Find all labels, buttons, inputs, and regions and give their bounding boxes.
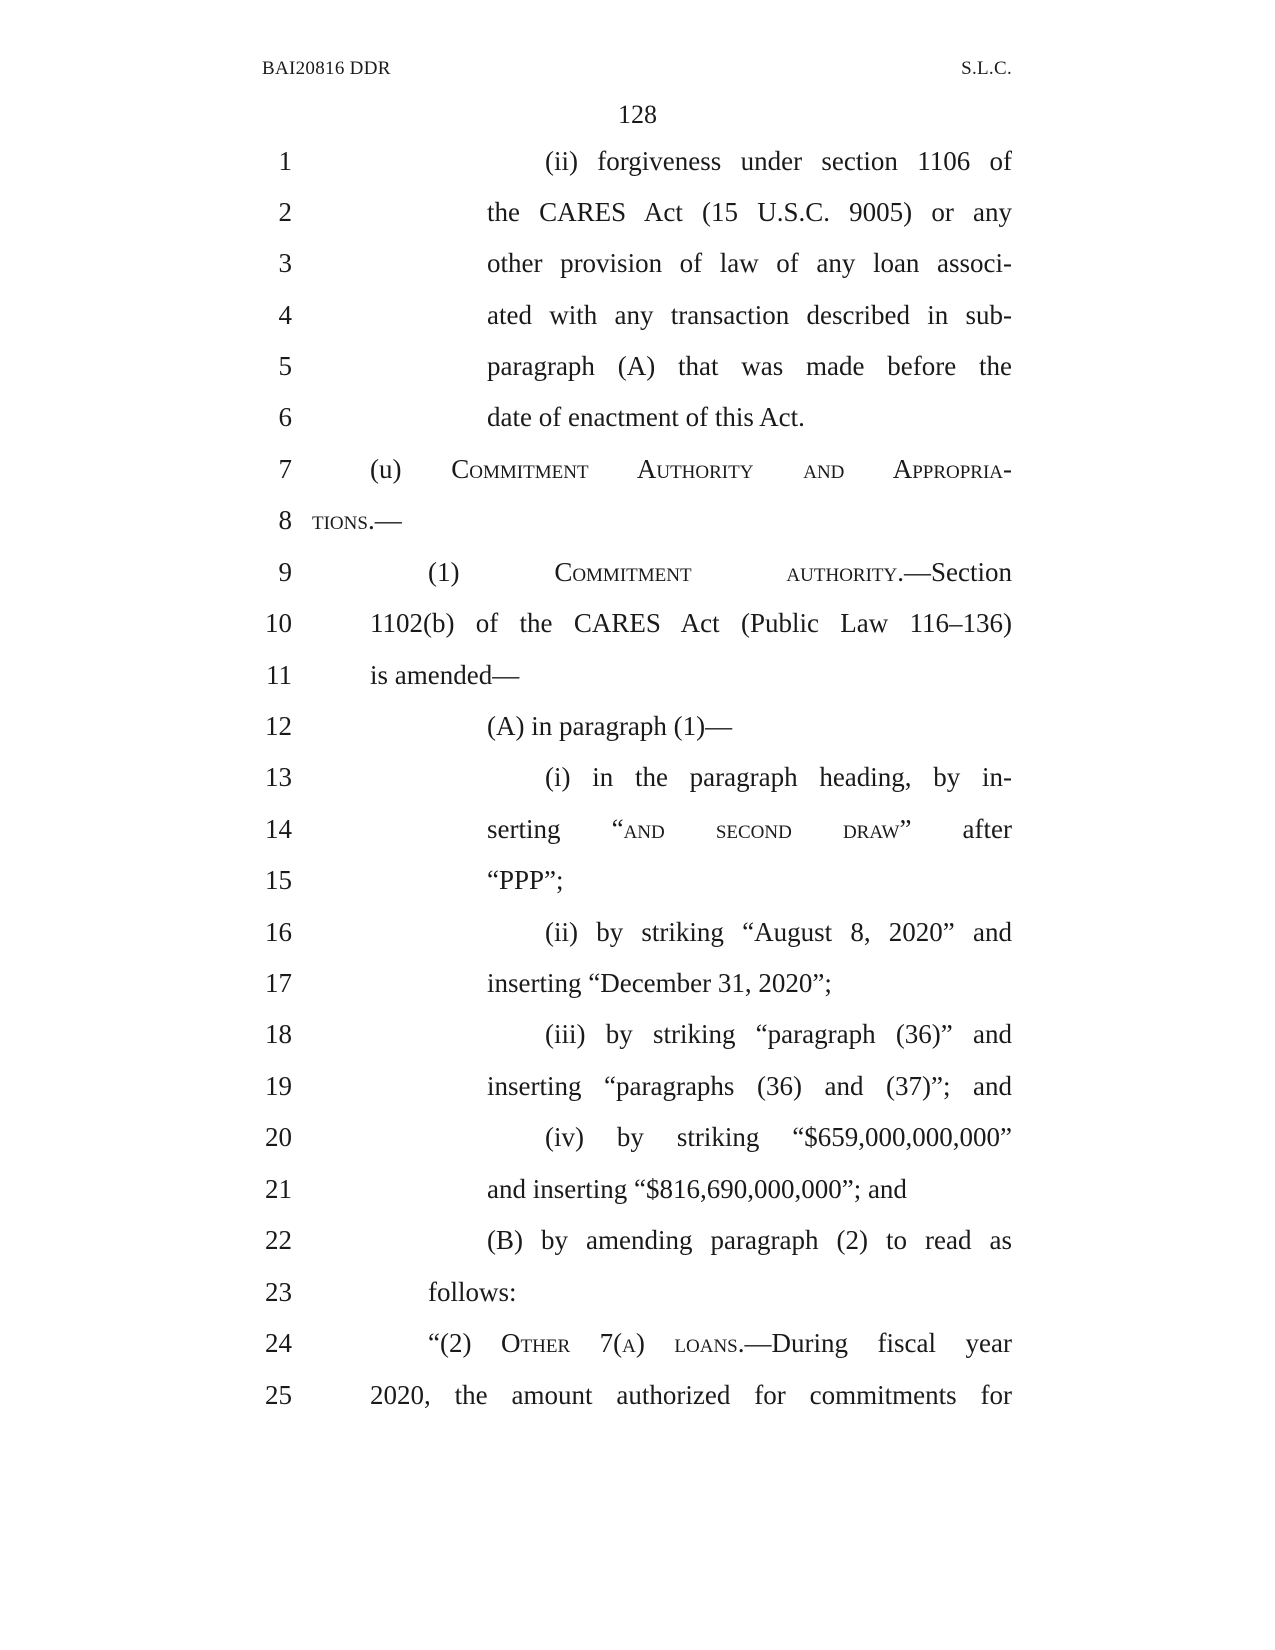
line-text xyxy=(487,243,1012,283)
document-id: BAI20816 DDR xyxy=(262,58,391,79)
small-caps-text: tions. xyxy=(312,505,375,535)
line-number: 8 xyxy=(278,505,292,535)
line-text xyxy=(370,449,1012,489)
text-run: follows: xyxy=(428,1277,517,1307)
text-run: (iv) by striking “$659,000,000,000” xyxy=(545,1122,1012,1152)
text-run: (iii) by striking “paragraph (36)” and xyxy=(545,1019,1012,1049)
text-run: and inserting “$816,690,000,000”; and xyxy=(487,1174,907,1204)
line-text xyxy=(370,1375,1012,1415)
line-number: 16 xyxy=(265,917,292,947)
line-number: 22 xyxy=(265,1225,292,1255)
text-line xyxy=(0,552,1275,592)
line-text xyxy=(487,1169,907,1209)
line-text xyxy=(545,1117,1012,1157)
line-text xyxy=(545,1014,1012,1054)
text-run: — xyxy=(374,505,402,535)
line-number: 24 xyxy=(265,1328,292,1358)
line-number: 7 xyxy=(278,454,292,484)
text-run: inserting “paragraphs (36) and (37)”; and xyxy=(487,1071,1012,1101)
text-run: (ii) by striking “August 8, 2020” and xyxy=(545,917,1012,947)
line-number: 25 xyxy=(265,1380,292,1410)
line-text xyxy=(487,295,1012,335)
text-run: is amended— xyxy=(370,660,520,690)
text-run: 2020, the amount authorized for commitments for xyxy=(370,1380,1012,1410)
line-number: 14 xyxy=(265,814,292,844)
text-run: 1102(b) of the CARES Act (Public Law 116–136) xyxy=(370,608,1012,638)
text-line xyxy=(0,1323,1275,1363)
line-text xyxy=(487,192,1012,232)
line-number: 18 xyxy=(265,1019,292,1049)
text-line xyxy=(0,1272,1275,1312)
text-run: —During fiscal year xyxy=(744,1328,1012,1358)
line-number: 13 xyxy=(265,762,292,792)
text-line xyxy=(0,1375,1275,1415)
text-line xyxy=(0,1014,1275,1054)
text-line xyxy=(0,449,1275,489)
text-line xyxy=(0,346,1275,386)
line-number: 9 xyxy=(278,557,292,587)
text-line xyxy=(0,1117,1275,1157)
text-line xyxy=(0,1220,1275,1260)
line-number: 19 xyxy=(265,1071,292,1101)
line-number: 12 xyxy=(265,711,292,741)
text-run: “(2) xyxy=(428,1328,502,1358)
line-text xyxy=(312,500,402,540)
line-text xyxy=(487,1066,1012,1106)
text-line xyxy=(0,757,1275,797)
line-number: 15 xyxy=(265,865,292,895)
line-number: 21 xyxy=(265,1174,292,1204)
text-line xyxy=(0,809,1275,849)
line-number: 2 xyxy=(278,197,292,227)
line-text xyxy=(487,860,564,900)
small-caps-text: and second draw xyxy=(623,814,900,844)
text-line xyxy=(0,1169,1275,1209)
text-line xyxy=(0,860,1275,900)
line-number: 20 xyxy=(265,1122,292,1152)
text-run: (ii) forgiveness under section 1106 of xyxy=(545,146,1012,176)
text-run: date of enactment of this Act. xyxy=(487,402,805,432)
text-run: (i) in the paragraph heading, by in- xyxy=(545,762,1012,792)
line-text xyxy=(428,552,1012,592)
text-line xyxy=(0,1066,1275,1106)
text-line xyxy=(0,912,1275,952)
text-line xyxy=(0,141,1275,181)
text-run: (A) in paragraph (1)— xyxy=(487,711,733,741)
line-number: 1 xyxy=(278,146,292,176)
small-caps-text: Other 7(a) loans. xyxy=(501,1328,745,1358)
line-text xyxy=(545,757,1012,797)
text-run: (B) by amending paragraph (2) to read as xyxy=(487,1225,1012,1255)
text-line xyxy=(0,706,1275,746)
text-line xyxy=(0,192,1275,232)
line-number: 10 xyxy=(265,608,292,638)
line-text xyxy=(370,603,1012,643)
line-number: 23 xyxy=(265,1277,292,1307)
text-line xyxy=(0,603,1275,643)
line-text xyxy=(487,963,832,1003)
line-text xyxy=(370,655,519,695)
line-number: 3 xyxy=(278,248,292,278)
line-number: 6 xyxy=(278,402,292,432)
text-line xyxy=(0,397,1275,437)
line-number: 17 xyxy=(265,968,292,998)
text-run: inserting “December 31, 2020”; xyxy=(487,968,832,998)
page-number: 128 xyxy=(618,100,657,129)
text-run: (1) xyxy=(428,557,555,587)
text-run: ” after xyxy=(899,814,1012,844)
small-caps-text: Commitment authority. xyxy=(554,557,904,587)
text-run: paragraph (A) that was made before the xyxy=(487,351,1012,381)
text-run: —Section xyxy=(904,557,1012,587)
line-text xyxy=(487,397,805,437)
line-number: 5 xyxy=(278,351,292,381)
text-run: (u) xyxy=(370,454,452,484)
text-line xyxy=(0,655,1275,695)
text-line xyxy=(0,500,1275,540)
text-line xyxy=(0,295,1275,335)
line-text xyxy=(545,912,1012,952)
line-text xyxy=(487,809,1012,849)
line-text xyxy=(428,1272,517,1312)
text-run: other provision of law of any loan associ- xyxy=(487,248,1012,278)
small-caps-text: Commitment Authority and Appropria- xyxy=(451,454,1012,484)
line-text xyxy=(545,141,1012,181)
text-line xyxy=(0,963,1275,1003)
text-run: “PPP”; xyxy=(487,865,564,895)
line-number: 11 xyxy=(266,660,292,690)
line-text xyxy=(428,1323,1012,1363)
line-text xyxy=(487,706,732,746)
line-text xyxy=(487,1220,1012,1260)
text-run: ated with any transaction described in sub- xyxy=(487,300,1012,330)
text-line xyxy=(0,243,1275,283)
text-run: the CARES Act (15 U.S.C. 9005) or any xyxy=(487,197,1012,227)
line-number: 4 xyxy=(278,300,292,330)
line-text xyxy=(487,346,1012,386)
slc-marker: S.L.C. xyxy=(961,58,1012,79)
text-run: serting “ xyxy=(487,814,624,844)
